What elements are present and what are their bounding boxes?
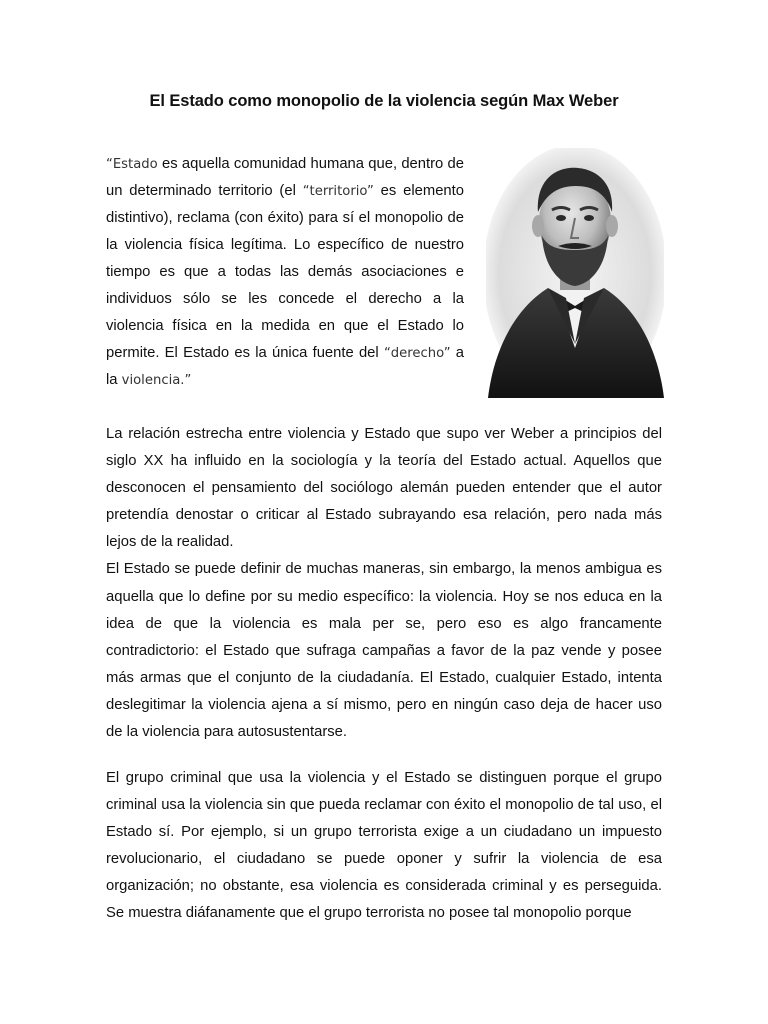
intro-quote-paragraph: [106, 151, 464, 394]
paragraph-1: La relación estrecha entre violencia y Estado que supo ver Weber a principios del siglo XX ha influido en la sociología y la teoría del Estado actual. Aquellos que desconocen el pensamiento del sociólogo alemán pueden entender que el autor pretendía denostar o criticar al Estado subrayando esa relación, pero nada más lejos de la realidad.: [106, 426, 662, 551]
quote-text-part-1: es aquella comunidad humana que, dentro de un determinado territorio (el: [106, 156, 464, 199]
body-text-block-1: [106, 421, 662, 746]
portrait-image: [486, 148, 664, 398]
quote-text-part-3: a la: [106, 345, 465, 388]
paragraph-2: El Estado se puede definir de muchas maneras, sin embargo, la menos ambigua es aquella que lo define por su medio específico: la violencia. Hoy se nos educa en la idea de que la violencia es mala per se, pero eso es algo francamente contradictorio: el Estado que sufraga campañas a favor de la paz vende y posee más armas que el conjunto de la ciudadanía. El Estado, cualquier Estado, intenta deslegitimar la violencia ajena a sí mismo, pero en ningún caso deja de hacer uso de la violencia para autosustentarse.: [106, 561, 662, 741]
quote-open-mark: “: [106, 157, 113, 172]
body-text-block-2: [106, 765, 662, 928]
quote-word-violencia: violencia.”: [121, 373, 192, 388]
quote-text-part-2: es elemento distintivo), reclama (con éxito) para sí el monopolio de la violencia física legítima. Lo específico de nuestro tiempo es que a todas las demás asociaciones e individuos sólo se les concede el derecho a la violencia física en la medida en que el Estado lo permite. El Estado es la única fuente del: [106, 183, 464, 361]
quote-word-estado: Estado: [112, 157, 158, 172]
quote-word-derecho: “derecho”: [383, 346, 451, 361]
paragraph-3: El grupo criminal que usa la violencia y el Estado se distinguen porque el grupo criminal usa la violencia sin que pueda reclamar con éxito el monopolio de tal uso, el Estado sí. Por ejemplo, si un grupo terrorista exige a un ciudadano un impuesto revolucionario, el ciudadano se puede oponer y sufrir la violencia de esa organización; no obstante, esa violencia es considerada criminal y es perseguida. Se muestra diáfanamente que el grupo terrorista no posee tal monopolio porque: [106, 770, 662, 922]
quote-word-territorio: “territorio”: [302, 184, 374, 199]
document-title: El Estado como monopolio de la violencia según Max Weber: [149, 92, 619, 110]
